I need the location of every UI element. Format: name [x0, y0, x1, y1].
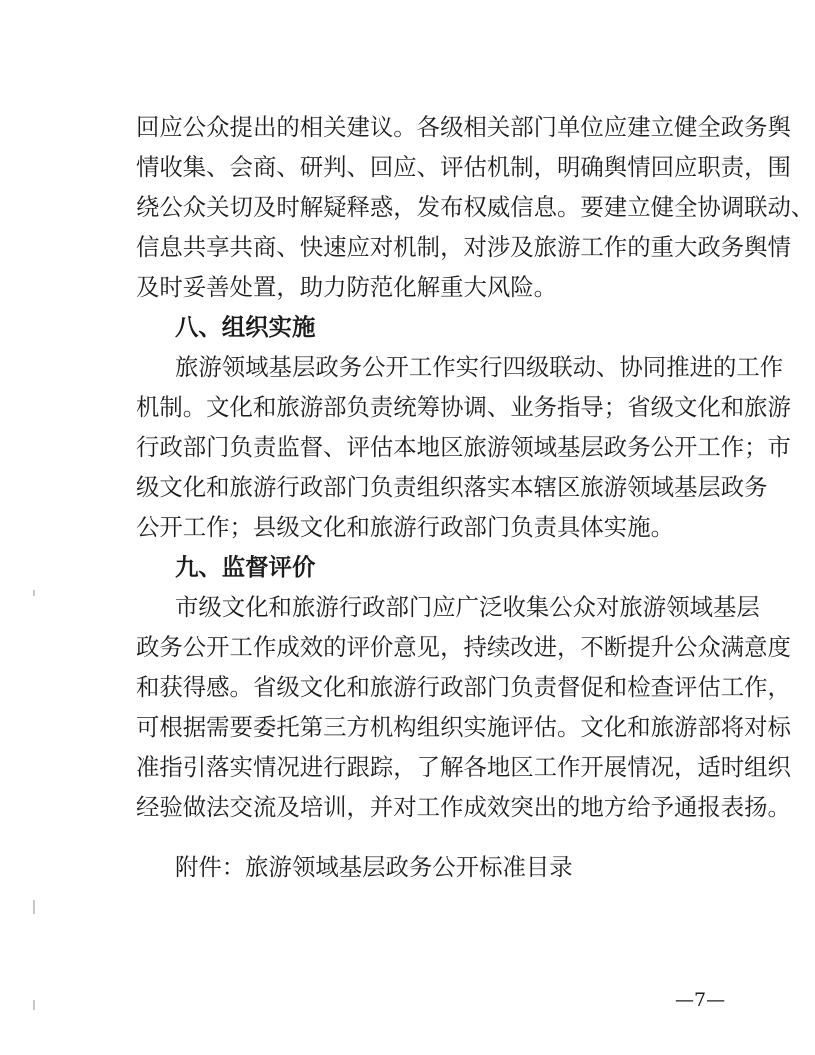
paragraph-line: 和获得感。省级文化和旅游行政部门负责督促和检查评估工作， [136, 673, 791, 701]
paragraph-line: 市级文化和旅游行政部门应广泛收集公众对旅游领域基层 [175, 593, 760, 621]
page-number: —7— [675, 989, 726, 1011]
paragraph-line: 情收集、会商、研判、回应、评估机制，明确舆情回应职责，围 [136, 153, 791, 181]
paragraph-line: 绕公众关切及时解疑释惑，发布权威信息。要建立健全协调联动、 [136, 193, 815, 221]
paragraph-line: 可根据需要委托第三方机构组织实施评估。文化和旅游部将对标 [136, 713, 791, 741]
section-heading: 九、监督评价 [175, 553, 316, 581]
paragraph-line: 级文化和旅游行政部门负责组织落实本辖区旅游领域基层政务 [136, 473, 768, 501]
paragraph-line: 政务公开工作成效的评价意见，持续改进，不断提升公众满意度 [136, 633, 791, 661]
paragraph-line: 准指引落实情况进行跟踪，了解各地区工作开展情况，适时组织 [136, 753, 791, 781]
paragraph-line: 回应公众提出的相关建议。各级相关部门单位应建立健全政务舆 [136, 113, 791, 141]
attachment-line: 附件：旅游领域基层政务公开标准目录 [175, 853, 573, 881]
scan-mark [33, 1000, 35, 1010]
paragraph-line: 信息共享共商、快速应对机制，对涉及旅游工作的重大政务舆情 [136, 233, 791, 261]
paragraph-line: 机制。文化和旅游部负责统筹协调、业务指导；省级文化和旅游 [136, 393, 791, 421]
section-heading: 八、组织实施 [175, 313, 316, 341]
scan-mark [33, 900, 35, 914]
paragraph-line: 旅游领域基层政务公开工作实行四级联动、协同推进的工作 [175, 353, 784, 381]
paragraph-line: 公开工作；县级文化和旅游行政部门负责具体实施。 [136, 513, 674, 541]
scan-mark [33, 590, 35, 596]
paragraph-line: 及时妥善处置，助力防范化解重大风险。 [136, 273, 558, 301]
paragraph-line: 经验做法交流及培训，并对工作成效突出的地方给予通报表扬。 [136, 793, 791, 821]
paragraph-line: 行政部门负责监督、评估本地区旅游领域基层政务公开工作；市 [136, 433, 791, 461]
